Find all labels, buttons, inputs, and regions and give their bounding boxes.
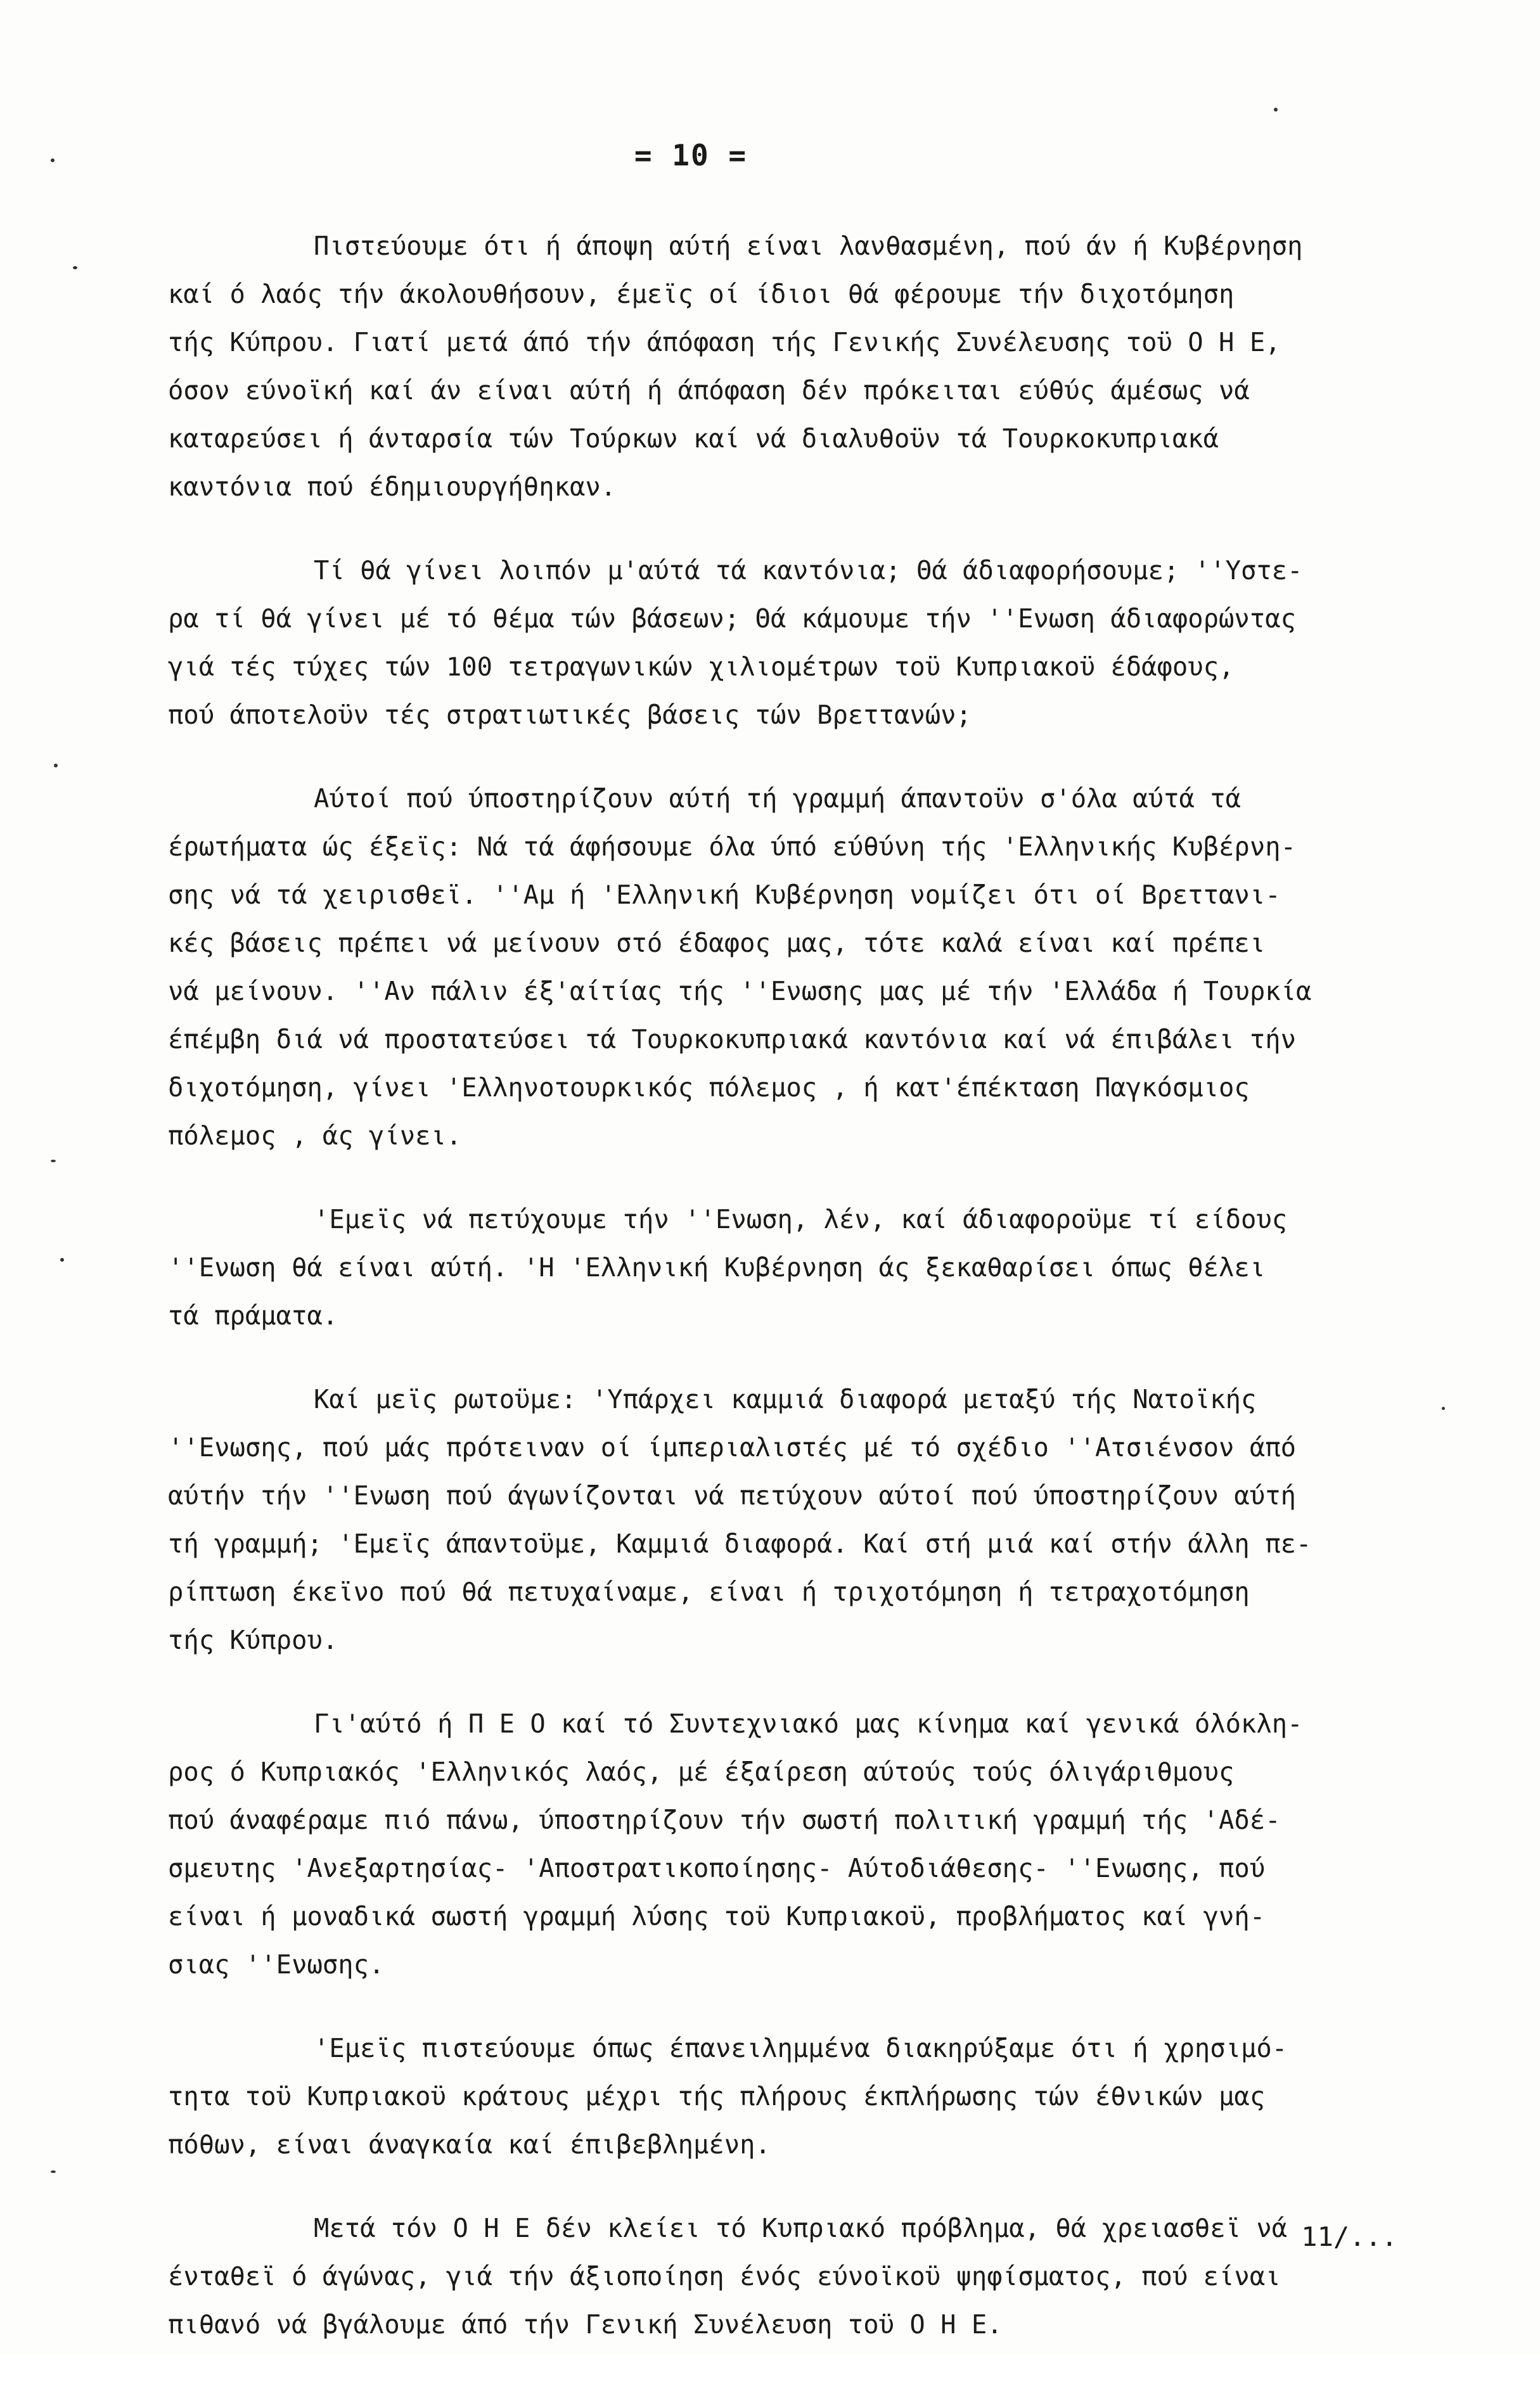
text-line: 'Εμεϊς νά πετύχουμε τήν ''Ενωση, λέν, καί άδιαφοροϋμε τί είδους xyxy=(314,1204,1288,1234)
text-line: έπέμβη διά νά προστατεύσει τά Τουρκοκυπριακά καντόνια καί νά έπιβάλει τήν xyxy=(168,1024,1296,1054)
paragraph-4 xyxy=(168,1195,1429,1340)
text-line: σης νά τά χειρισθεϊ. ''Αμ ή 'Ελληνική Κυβέρνηση νομίζει ότι οί Βρεττανι- xyxy=(168,880,1281,910)
text-line: σιας ''Ενωσης. xyxy=(168,1949,385,1980)
scan-speck xyxy=(51,2170,56,2173)
scan-speck xyxy=(1442,1407,1445,1410)
text-line: τής Κύπρου. xyxy=(168,1625,338,1655)
scan-speck xyxy=(54,764,58,767)
text-line: πόθων, είναι άναγκαία καί έπιβεβλημένη. xyxy=(168,2129,771,2160)
text-line: κές βάσεις πρέπει νά μείνουν στό έδαφος μας, τότε καλά είναι καί πρέπει xyxy=(168,928,1266,958)
text-line: ρίπτωση έκεϊνο πού θά πετυχαίναμε, είναι ή τριχοτόμηση ή τετραχοτόμηση xyxy=(168,1577,1250,1607)
text-line: τητα τοϋ Κυπριακοϋ κράτους μέχρι τής πλήρους έκπλήρωσης τών έθνικών μας xyxy=(168,2081,1266,2112)
text-line: πόλεμος , άς γίνει. xyxy=(168,1120,462,1151)
text-line: είναι ή μοναδικά σωστή γραμμή λύσης τοϋ Κυπριακοϋ, προβλήματος καί γνή- xyxy=(168,1901,1266,1932)
text-line: γιά τές τύχες τών 100 τετραγωνικών χιλιομέτρων τοϋ Κυπριακοϋ έδάφους, xyxy=(168,651,1235,682)
text-line: ''Ενωση θά είναι αύτή. 'Η 'Ελληνική Κυβέρνηση άς ξεκαθαρίσει όπως θέλει xyxy=(168,1252,1266,1283)
text-line: τής Κύπρου. Γιατί μετά άπό τήν άπόφαση τής Γενικής Συνέλευσης τοϋ Ο Η Ε, xyxy=(168,327,1281,357)
scan-speck xyxy=(73,266,77,269)
text-line: Γι'αύτό ή Π Ε Ο καί τό Συντεχνιακό μας κίνημα καί γενικά όλόκλη- xyxy=(314,1708,1303,1739)
paragraph-7 xyxy=(168,2024,1429,2169)
text-line: Καί μεϊς ρωτοϋμε: 'Υπάρχει καμμιά διαφορά μεταξύ τής Νατοϊκής xyxy=(314,1384,1257,1414)
body-text xyxy=(168,222,1429,2384)
continuation-marker: 11/... xyxy=(1301,2221,1397,2252)
text-line: Πιστεύουμε ότι ή άποψη αύτή είναι λανθασμένη, πού άν ή Κυβέρνηση xyxy=(314,231,1303,261)
text-line: ρα τί θά γίνει μέ τό θέμα τών βάσεων; Θά κάμουμε τήν ''Ενωση άδιαφορώντας xyxy=(168,603,1296,634)
text-line: σμευτης 'Ανεξαρτησίας- 'Αποστρατικοποίησης- Αύτοδιάθεσης- ''Ενωσης, πού xyxy=(168,1853,1266,1883)
scan-speck xyxy=(1274,108,1278,112)
paragraph-2 xyxy=(168,546,1429,739)
text-line: 'Εμεϊς πιστεύουμε όπως έπανειλημμένα διακηρύξαμε ότι ή χρησιμό- xyxy=(314,2033,1288,2063)
text-line: καταρεύσει ή άνταρσία τών Τούρκων καί νά διαλυθοϋν τά Τουρκοκυπριακά xyxy=(168,423,1219,454)
text-line: ρος ό Κυπριακός 'Ελληνικός λαός, μέ έξαίρεση αύτούς τούς όλιγάριθμους xyxy=(168,1757,1235,1787)
text-line: πού άναφέραμε πιό πάνω, ύποστηρίζουν τήν σωστή πολιτική γραμμή τής 'Αδέ- xyxy=(168,1805,1281,1835)
paragraph-5 xyxy=(168,1375,1429,1664)
paragraph-8 xyxy=(168,2204,1429,2349)
text-line: πιθανό νά βγάλουμε άπό τήν Γενική Συνέλευση τοϋ Ο Η Ε. xyxy=(168,2309,1003,2340)
text-line: τά πράματα. xyxy=(168,1300,338,1331)
scan-speck xyxy=(51,1160,56,1162)
text-line: διχοτόμηση, γίνει 'Ελληνοτουρκικός πόλεμος , ή κατ'έπέκταση Παγκόσμιος xyxy=(168,1072,1250,1103)
text-line: Αύτοί πού ύποστηρίζουν αύτή τή γραμμή άπαντοϋν σ'όλα αύτά τά xyxy=(314,783,1241,814)
paragraph-3 xyxy=(168,774,1429,1160)
text-line: Τί θά γίνει λοιπόν μ'αύτά τά καντόνια; Θά άδιαφορήσουμε; ''Υστε- xyxy=(314,555,1303,586)
text-line: πού άποτελοϋν τές στρατιωτικές βάσεις τών Βρεττανών; xyxy=(168,700,972,730)
text-line: νά μείνουν. ''Αν πάλιν έξ'αίτίας τής ''Ενωσης μας μέ τήν 'Ελλάδα ή Τουρκία xyxy=(168,976,1312,1006)
text-line: έρωτήματα ώς έξεϊς: Νά τά άφήσουμε όλα ύπό εύθύνη τής 'Ελληνικής Κυβέρνη- xyxy=(168,831,1296,862)
paragraph-6 xyxy=(168,1700,1429,1989)
text-line: καντόνια πού έδημιουργήθηκαν. xyxy=(168,471,617,502)
text-line: αύτήν τήν ''Ενωση πού άγωνίζονται νά πετύχουν αύτοί πού ύποστηρίζουν αύτή xyxy=(168,1480,1296,1511)
scan-speck xyxy=(60,1258,64,1262)
text-line: καί ό λαός τήν άκολουθήσουν, έμεϊς οί ίδιοι θά φέρουμε τήν διχοτόμηση xyxy=(168,279,1235,309)
text-line: όσον εύνοϊκή καί άν είναι αύτή ή άπόφαση δέν πρόκειται εύθύς άμέσως νά xyxy=(168,375,1250,406)
text-line: ''Ενωσης, πού μάς πρότειναν οί ίμπεριαλιστές μέ τό σχέδιο ''Ατσιένσον άπό xyxy=(168,1432,1296,1463)
scan-speck xyxy=(51,158,55,162)
text-line: ένταθεϊ ό άγώνας, γιά τήν άξιοποίηση ένός εύνοϊκοϋ ψηφίσματος, πού είναι xyxy=(168,2261,1281,2291)
paragraph-1 xyxy=(168,222,1429,511)
text-line: Μετά τόν Ο Η Ε δέν κλείει τό Κυπριακό πρόβλημα, θά χρειασθεϊ νά xyxy=(314,2213,1288,2243)
page-number: = 10 = xyxy=(634,138,748,172)
text-line: τή γραμμή; 'Εμεϊς άπαντοϋμε, Καμμιά διαφορά. Καί στή μιά καί στήν άλλη πε- xyxy=(168,1528,1312,1559)
